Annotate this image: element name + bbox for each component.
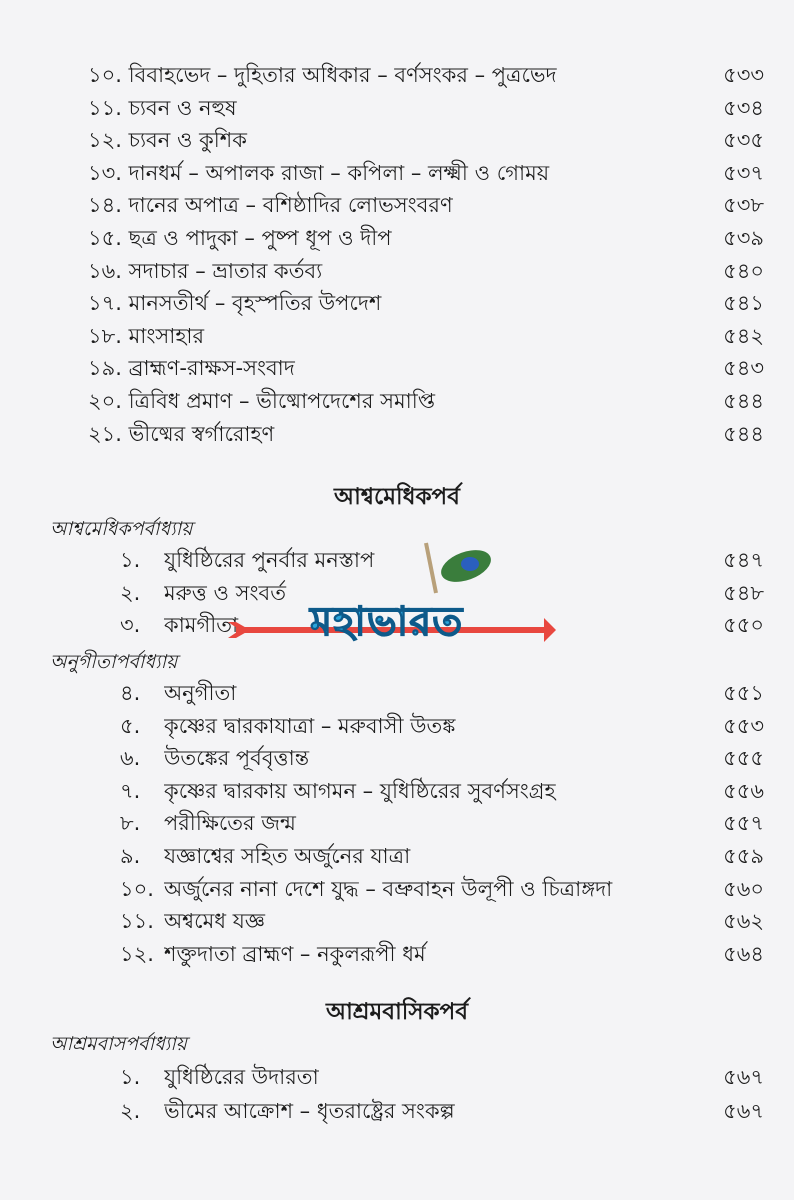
entry-title: কৃষ্ণের দ্বারকাযাত্রা – মরুবাসী উতঙ্ক — [164, 713, 456, 738]
entry-title: পরীক্ষিতের জন্ম — [164, 811, 296, 836]
toc-entry — [88, 60, 764, 90]
entry-title: ১৯. ব্রাহ্মণ-রাক্ষস-সংবাদ — [88, 356, 295, 381]
entry-number: ১১. — [120, 909, 154, 934]
entry-page-number: ৫৬৭ — [723, 1099, 764, 1123]
entry-page-number: ৫৫১ — [723, 681, 764, 705]
entry-number: ১. — [120, 1065, 141, 1089]
entry-title: ১৬. সদাচার – ভ্রাতার কর্তব্য — [88, 258, 323, 283]
toc-entry — [88, 223, 764, 253]
entry-title: অর্জুনের নানা দেশে যুদ্ধ – বভ্রুবাহন উলূপী ও চিত্রাঙ্গদা — [164, 876, 613, 901]
entry-title: ১৪. দানের অপাত্র – বশিষ্ঠাদির লোভসংবরণ — [88, 193, 453, 218]
toc-entry — [88, 125, 764, 155]
entry-number: ১০. — [120, 876, 154, 901]
toc-entry — [120, 1096, 764, 1126]
entry-page-number: ৫৬০ — [723, 876, 764, 901]
entry-number: ৭. — [120, 778, 141, 803]
entry-title: ২০. ত্রিবিধ প্রমাণ – ভীষ্মোপদেশের সমাপ্তি — [88, 389, 435, 413]
entry-page-number: ৫৬২ — [723, 909, 764, 934]
feather-eye-icon — [461, 557, 479, 571]
entry-page-number: ৫৩৭ — [723, 160, 764, 185]
entry-title: ১২. চ্যবন ও কুশিক — [88, 128, 247, 153]
entry-title: শক্তুদাতা ব্রাহ্মণ – নকুলরূপী ধর্ম — [164, 941, 426, 966]
entry-page-number: ৫৫৬ — [723, 778, 764, 803]
entry-page-number: ৫৪২ — [723, 323, 764, 348]
entry-number: ২. — [120, 580, 141, 605]
toc-entry — [88, 256, 764, 286]
entry-title: ১৭. মানসতীর্থ – বৃহস্পতির উপদেশ — [88, 291, 382, 316]
toc-entry — [88, 288, 764, 318]
toc-entry — [88, 190, 764, 220]
entry-title: ভীমের আক্রোশ – ধৃতরাষ্ট্রের সংকল্প — [164, 1099, 455, 1123]
entry-title: যজ্ঞাশ্বের সহিত অর্জুনের যাত্রা — [164, 844, 411, 868]
entry-page-number: ৫৫৩ — [723, 713, 764, 738]
toc-entry — [120, 678, 764, 708]
entry-number: ৫. — [120, 713, 141, 738]
entry-title: ১০. বিবাহভেদ – দুহিতার অধিকার – বর্ণসংকর – পুত্রভেদ — [88, 63, 557, 87]
toc-entry — [120, 906, 764, 936]
entry-page-number: ৫৪৩ — [723, 356, 764, 381]
entry-title: ১৩. দানধর্ম – অপালক রাজা – কপিলা – লক্ষ্মী ও গোময় — [88, 160, 550, 185]
entry-number: ১. — [120, 548, 141, 572]
entry-number: ৩. — [120, 613, 141, 637]
watermark-text: মহাভারত — [310, 599, 464, 645]
entry-page-number: ৫৩৯ — [723, 226, 764, 250]
toc-entry — [120, 808, 764, 838]
entry-page-number: ৫৩৪ — [723, 95, 764, 120]
entry-number: ২. — [120, 1099, 141, 1123]
entry-number: ৮. — [120, 811, 141, 836]
entry-number: ১২. — [120, 941, 154, 966]
toc-entry — [120, 939, 764, 969]
entry-title: অনুগীতা — [164, 681, 237, 705]
entry-title: কামগীতা — [164, 613, 239, 637]
entry-title: উতঙ্কের পূর্ববৃত্তান্ত — [164, 746, 310, 771]
entry-page-number: ৫৩৮ — [723, 193, 764, 218]
entry-title: অশ্বমেধ যজ্ঞ — [164, 909, 265, 934]
arrow-head-icon — [544, 618, 556, 642]
entry-title: ১১. চ্যবন ও নহুষ — [88, 95, 237, 120]
toc-entry — [88, 353, 764, 383]
toc-entry — [120, 1062, 764, 1092]
entry-title: ১৫. ছত্র ও পাদুকা – পুষ্প ধূপ ও দীপ — [88, 226, 392, 250]
entry-title: যুধিষ্ঠিরের উদারতা — [164, 1065, 319, 1089]
toc-entry — [88, 321, 764, 351]
toc-entry — [88, 419, 764, 449]
entry-number: ৪. — [120, 681, 141, 705]
entry-page-number: ৫৪৪ — [723, 421, 764, 446]
entry-page-number: ৫৬৭ — [723, 1065, 764, 1089]
entry-page-number: ৫৩৩ — [723, 63, 764, 87]
subsection-label-ashwamedhik: আশ্বমেধিকপর্বাধ্যায় — [50, 518, 193, 540]
entry-title: ১৮. মাংসাহার — [88, 323, 205, 348]
entry-page-number: ৫৫০ — [723, 613, 764, 637]
subsection-label-anugita: অনুগীতাপর্বাধ্যায় — [50, 651, 178, 673]
subsection-label-ashramvas: আশ্রমবাসপর্বাধ্যায় — [50, 1033, 188, 1055]
toc-entry — [120, 776, 764, 806]
entry-title: মরুত্ত ও সংবর্ত — [164, 580, 286, 605]
toc-entry — [120, 743, 764, 773]
toc-entry — [120, 711, 764, 741]
entry-number: ৯. — [120, 844, 141, 868]
toc-entry — [88, 93, 764, 123]
entry-page-number: ৫৫৫ — [723, 746, 764, 771]
toc-entry — [88, 386, 764, 416]
entry-page-number: ৫৪৪ — [723, 389, 764, 413]
section-heading-ashwamedhik: আশ্বমেধিকপর্ব — [334, 484, 460, 510]
flute-icon — [426, 543, 436, 593]
toc-entry — [88, 158, 764, 188]
entry-page-number: ৫৪০ — [723, 258, 764, 283]
entry-page-number: ৫৬৪ — [723, 941, 764, 966]
entry-title: ২১. ভীষ্মের স্বর্গারোহণ — [88, 421, 275, 446]
entry-page-number: ৫৩৫ — [723, 128, 764, 153]
entry-page-number: ৫৫৭ — [723, 811, 764, 836]
entry-page-number: ৫৪৮ — [723, 580, 764, 605]
entry-title: কৃষ্ণের দ্বারকায় আগমন – যুধিষ্ঠিরের সুবর্ণসংগ্রহ — [164, 778, 556, 803]
section-heading-ashramvasik: আশ্রমবাসিকপর্ব — [325, 999, 469, 1025]
toc-entry — [120, 841, 764, 871]
entry-page-number: ৫৫৯ — [723, 844, 764, 868]
toc-entry — [120, 874, 764, 904]
entry-page-number: ৫৪৭ — [723, 548, 764, 572]
entry-number: ৬. — [120, 746, 141, 771]
entry-page-number: ৫৪১ — [723, 291, 764, 316]
entry-title: যুধিষ্ঠিরের পুনর্বার মনস্তাপ — [164, 548, 375, 572]
